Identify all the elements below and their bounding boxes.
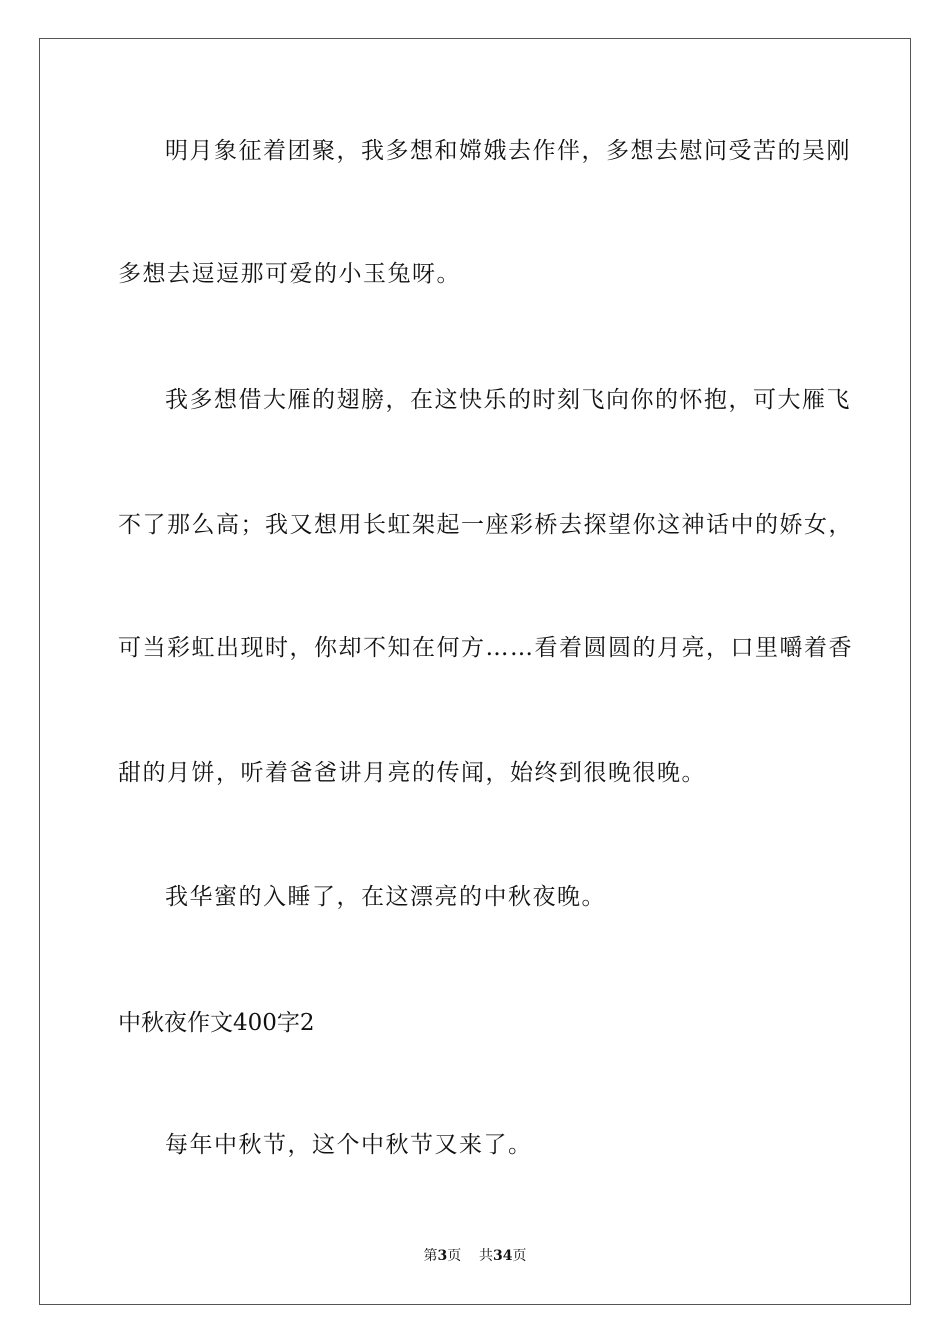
footer-page-prefix: 第 [423,1248,438,1264]
page-frame [39,38,911,1305]
footer-page-number: 3 [437,1248,448,1264]
paragraph-line-8: 每年中秋节，这个中秋节又来了。 [165,1132,533,1158]
footer-total-prefix: 共 [479,1248,494,1264]
page-footer [0,1247,950,1265]
paragraph-line-3: 我多想借大雁的翅膀，在这快乐的时刻飞向你的怀抱，可大雁飞 [165,387,851,413]
paragraph-line-1: 明月象征着团聚，我多想和嫦娥去作伴，多想去慰问受苦的吴刚 [165,138,851,164]
section-heading: 中秋夜作文400字2 [118,1010,315,1036]
footer-total-suffix: 页 [512,1248,527,1264]
paragraph-line-5: 可当彩虹出现时，你却不知在何方……看着圆圆的月亮，口里嚼着香 [118,635,853,661]
paragraph-line-2: 多想去逗逗那可爱的小玉兔呀。 [118,261,461,287]
paragraph-line-4: 不了那么高；我又想用长虹架起一座彩桥去探望你这神话中的娇女， [118,512,853,538]
footer-total-number: 34 [493,1248,513,1264]
footer-page-suffix: 页 [447,1248,462,1264]
paragraph-line-7: 我华蜜的入睡了，在这漂亮的中秋夜晚。 [165,884,606,910]
paragraph-line-6: 甜的月饼，听着爸爸讲月亮的传闻，始终到很晚很晚。 [118,760,706,786]
